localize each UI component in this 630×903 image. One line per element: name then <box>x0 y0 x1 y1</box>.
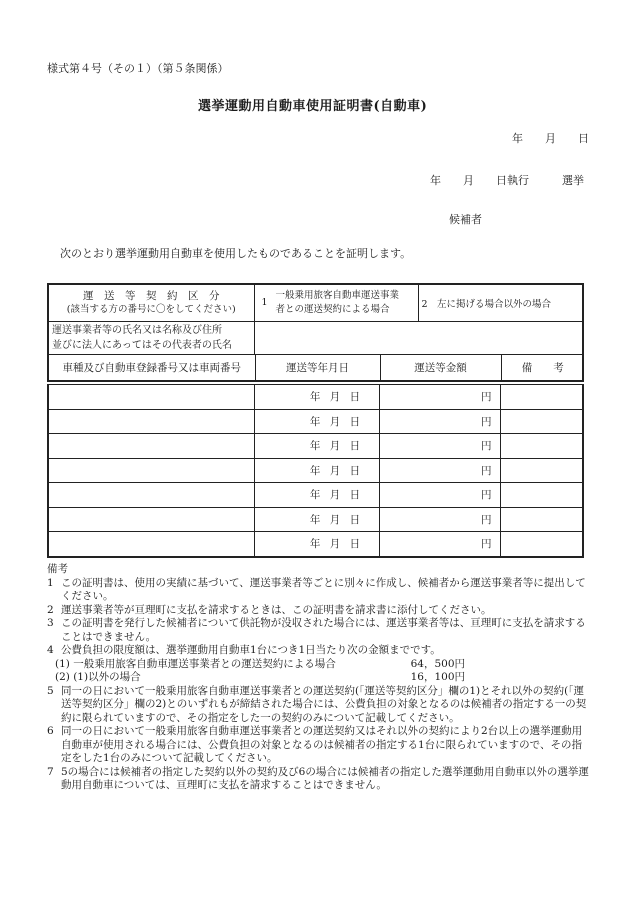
limit-label: (1) 一般乗用旅客自動車運送事業者との運送契約による場合 <box>55 657 336 670</box>
date-cell[interactable]: 年 月 日 <box>254 458 379 483</box>
note-number: 6 <box>47 725 54 737</box>
remarks-cell[interactable] <box>500 458 583 483</box>
amount-cell[interactable]: 円 <box>379 483 500 508</box>
table-row <box>48 458 583 483</box>
note-text: 同一の日において一般乗用旅客自動車運送事業者との運送契約(「運送等契約区分」欄の1)とそれ以外の契約(「運送等契約区分」欄の2)とのいずれもが締結された場合には、公費負担の対象となるのは候補者の指定する一の契約に限られていますので、その指定をした一の契約のみについて記載してください。 <box>61 684 587 724</box>
col-vehicle: 車種及び自動車登録番号又は車両番号 <box>49 355 255 380</box>
note-item <box>47 617 592 644</box>
note-item <box>47 725 592 766</box>
date-cell[interactable]: 年 月 日 <box>254 434 379 459</box>
contract-category-label: 運 送 等 契 約 区 分 (該当する方の番号に〇をしてください) <box>48 284 254 322</box>
remarks-cell[interactable] <box>500 409 583 434</box>
vehicle-cell[interactable] <box>48 409 254 434</box>
amount-cell[interactable]: 円 <box>379 458 500 483</box>
limit-row <box>47 671 592 685</box>
table-row <box>48 409 583 434</box>
notes-heading: 備考 <box>47 563 68 575</box>
remarks-cell[interactable] <box>500 385 583 410</box>
table-row <box>48 532 583 557</box>
date-cell[interactable]: 年 月 日 <box>254 483 379 508</box>
notes <box>47 563 592 793</box>
amount-cell[interactable]: 円 <box>379 532 500 557</box>
form-number: 様式第４号（その１）（第５条関係） <box>47 62 229 75</box>
amount-cell[interactable]: 円 <box>379 409 500 434</box>
limit-value: 16，100円 <box>410 671 465 683</box>
note-number: 7 <box>47 765 54 778</box>
note-item <box>47 766 592 793</box>
contract-option-1[interactable]: 1 一般乗用旅客自動車運送事業 者との運送契約による場合 <box>254 284 418 322</box>
candidate-label: 候補者 <box>449 213 482 226</box>
date-cell[interactable]: 年 月 日 <box>254 532 379 557</box>
contract-category-row <box>48 284 583 322</box>
date-cell[interactable]: 年 月 日 <box>254 507 379 532</box>
remarks-cell[interactable] <box>500 434 583 459</box>
note-item <box>47 644 592 658</box>
limit-value: 64，500円 <box>410 657 465 670</box>
note-number: 2 <box>47 603 54 616</box>
table-row <box>48 507 583 532</box>
operator-row <box>48 322 583 355</box>
amount-cell[interactable]: 円 <box>379 507 500 532</box>
note-item <box>47 685 592 726</box>
remarks-cell[interactable] <box>500 507 583 532</box>
vehicle-cell[interactable] <box>48 458 254 483</box>
amount-cell[interactable]: 円 <box>379 434 500 459</box>
operator-field[interactable] <box>254 322 583 355</box>
vehicle-cell[interactable] <box>48 507 254 532</box>
remarks-cell[interactable] <box>500 532 583 557</box>
note-text: 運送事業者等が亘理町に支払を請求するときは、この証明書を請求書に添付してください。 <box>61 603 492 616</box>
note-text: 5の場合には候補者の指定した契約以外の契約及び6の場合には候補者の指定した選挙運動用自動車以外の選挙運動用自動車については、亘理町に支払を請求することはできません。 <box>61 765 589 791</box>
table-row <box>48 434 583 459</box>
table-row <box>48 483 583 508</box>
note-number: 1 <box>47 576 54 589</box>
table-row <box>48 385 583 410</box>
issue-date: 年 月 日 <box>512 132 589 145</box>
vehicle-cell[interactable] <box>48 385 254 410</box>
note-text: 公費負担の限度額は、選挙運動用自動車1台につき1日当たり次の金額までです。 <box>61 644 441 656</box>
note-number: 4 <box>47 644 54 656</box>
operator-label: 運送事業者等の氏名又は名称及び住所 並びに法人にあってはその代表者の氏名 <box>48 322 254 355</box>
date-cell[interactable]: 年 月 日 <box>254 409 379 434</box>
col-remarks: 備 考 <box>501 355 584 380</box>
election-date: 年 月 日執行 選挙 <box>430 174 584 187</box>
usage-data-table <box>47 384 584 558</box>
contract-option-2[interactable]: 2 左に掲げる場合以外の場合 <box>418 284 583 322</box>
certification-statement: 次のとおり選挙運動用自動車を使用したものであることを証明します。 <box>60 247 412 260</box>
limit-label: (2) (1)以外の場合 <box>55 671 141 683</box>
note-number: 5 <box>47 684 54 697</box>
date-cell[interactable]: 年 月 日 <box>254 385 379 410</box>
remarks-cell[interactable] <box>500 483 583 508</box>
vehicle-cell[interactable] <box>48 434 254 459</box>
note-number: 3 <box>47 617 54 629</box>
vehicle-cell[interactable] <box>48 483 254 508</box>
note-text: 同一の日において一般乗用旅客自動車運送事業者との運送契約又はそれ以外の契約により2台以上の選挙運動用自動車が使用される場合には、公費負担の対象となるのは候補者の指定する1台に限られていますので、その指定をした1台のみについて記載してください。 <box>61 725 583 764</box>
limit-row <box>47 658 592 672</box>
note-item <box>47 577 592 604</box>
vehicle-cell[interactable] <box>48 532 254 557</box>
col-date: 運送等年月日 <box>255 355 380 380</box>
document-title: 選挙運動用自動車使用証明書(自動車) <box>198 99 428 114</box>
col-amount: 運送等金額 <box>380 355 501 380</box>
note-text: この証明書は、使用の実績に基づいて、運送事業者等ごとに別々に作成し、候補者から運送事業者等に提出してください。 <box>61 576 586 602</box>
note-item <box>47 604 592 618</box>
amount-cell[interactable]: 円 <box>379 385 500 410</box>
note-text: この証明書を発行した候補者について供託物が没収された場合には、運送事業者等は、亘理町に支払を請求することはできません。 <box>61 617 586 643</box>
